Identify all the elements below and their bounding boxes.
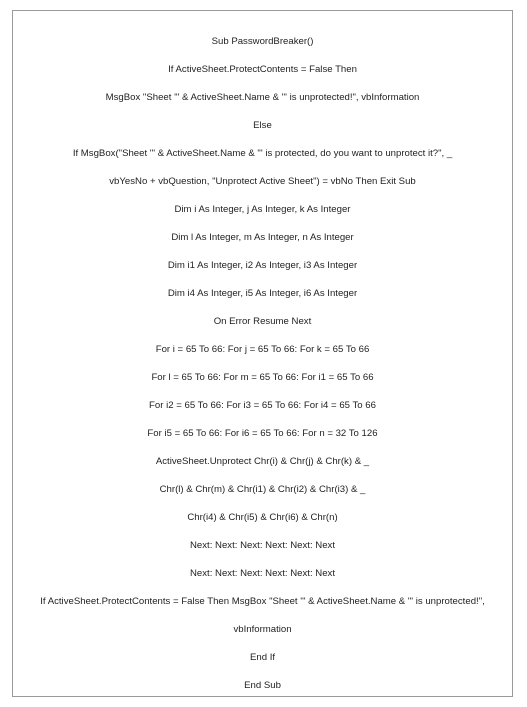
code-line: For i2 = 65 To 66: For i3 = 65 To 66: For i4 = 65 To 66 xyxy=(149,400,376,411)
code-line: Next: Next: Next: Next: Next: Next xyxy=(189,540,335,551)
code-line: Dim i As Integer, j As Integer, k As Integer xyxy=(174,204,351,215)
code-line: ActiveSheet.Unprotect Chr(i) & Chr(j) & Chr(k) & _ xyxy=(155,456,370,467)
code-line: On Error Resume Next xyxy=(213,316,312,327)
code-line: If ActiveSheet.ProtectContents = False Then MsgBox "Sheet '" & ActiveSheet.Name & "' is unprotected!", xyxy=(40,596,485,607)
code-line: For i5 = 65 To 66: For i6 = 65 To 66: For n = 32 To 126 xyxy=(147,428,378,439)
code-line: Dim l As Integer, m As Integer, n As Integer xyxy=(171,232,354,243)
code-line: Chr(l) & Chr(m) & Chr(i1) & Chr(i2) & Chr(i3) & _ xyxy=(159,484,366,495)
code-line: If MsgBox("Sheet '" & ActiveSheet.Name & "' is protected, do you want to unprotect it?", _ xyxy=(72,148,453,159)
code-line: Next: Next: Next: Next: Next: Next xyxy=(189,568,335,579)
code-document-frame xyxy=(12,10,513,697)
code-line: Chr(i4) & Chr(i5) & Chr(i6) & Chr(n) xyxy=(187,512,338,523)
code-line: vbYesNo + vbQuestion, "Unprotect Active Sheet") = vbNo Then Exit Sub xyxy=(109,176,416,187)
code-line: End Sub xyxy=(244,680,281,691)
code-line: For l = 65 To 66: For m = 65 To 66: For i1 = 65 To 66 xyxy=(151,372,374,383)
code-line: Dim i4 As Integer, i5 As Integer, i6 As Integer xyxy=(167,288,358,299)
code-line: Else xyxy=(253,120,272,131)
code-line: For i = 65 To 66: For j = 65 To 66: For k = 65 To 66 xyxy=(155,344,370,355)
code-line: vbInformation xyxy=(233,624,292,635)
code-lines xyxy=(13,35,512,707)
code-line: Sub PasswordBreaker() xyxy=(211,36,314,47)
code-line: Dim i1 As Integer, i2 As Integer, i3 As Integer xyxy=(167,260,358,271)
code-line: If ActiveSheet.ProtectContents = False Then xyxy=(168,64,357,75)
code-line: End If xyxy=(249,652,276,663)
code-line: MsgBox "Sheet '" & ActiveSheet.Name & "' is unprotected!", vbInformation xyxy=(105,92,420,103)
